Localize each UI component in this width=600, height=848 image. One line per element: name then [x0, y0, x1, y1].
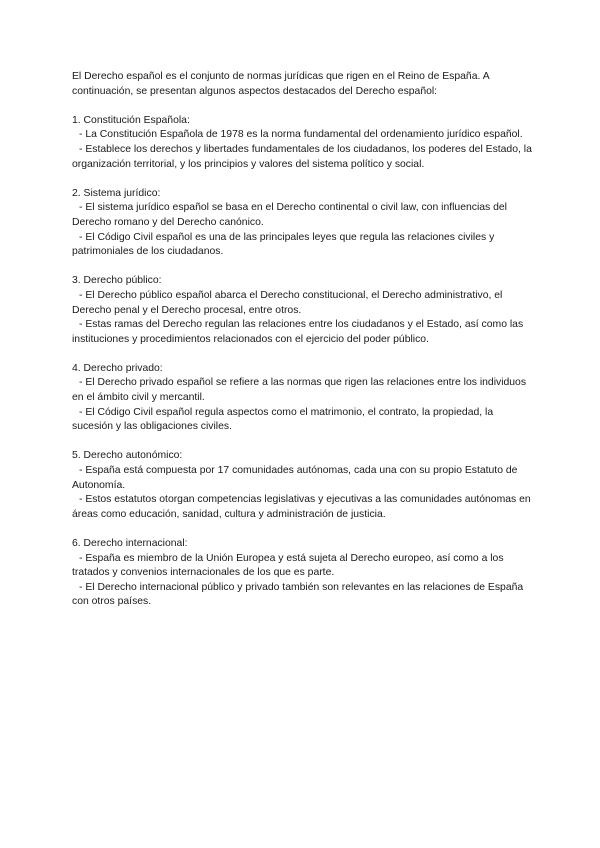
- section-derecho-autonomico: [72, 449, 532, 522]
- section-title: 4. Derecho privado:: [72, 362, 163, 374]
- section-title: 1. Constitución Española:: [72, 114, 190, 126]
- section-derecho-internacional: [72, 537, 532, 610]
- bullet-item: - El Código Civil español es una de las principales leyes que regula las relaciones civiles y patrimoniales de los ciudadanos.: [72, 231, 495, 258]
- section-derecho-privado: [72, 362, 532, 435]
- section-derecho-publico: [72, 274, 532, 347]
- section-sistema-juridico: [72, 187, 532, 260]
- bullet-item: - El sistema jurídico español se basa en el Derecho continental o civil law, con influencias del Derecho romano y del Derecho canónico.: [72, 202, 507, 228]
- bullet-item: - Establece los derechos y libertades fundamentales de los ciudadanos, los poderes del Estado, la organización territorial, y los principios y valores del sistema político y social.: [72, 143, 532, 170]
- bullet-item: - La Constitución Española de 1978 es la norma fundamental del ordenamiento jurídico español.: [79, 129, 523, 141]
- section-title: 5. Derecho autonómico:: [72, 450, 183, 462]
- bullet-item: - El Derecho privado español se refiere a las normas que rigen las relaciones entre los individuos en el ámbito civil y mercantil.: [72, 377, 527, 404]
- bullet-item: - España está compuesta por 17 comunidades autónomas, cada una con su propio Estatuto de Autonomía.: [72, 465, 518, 491]
- bullet-item: - El Código Civil español regula aspectos como el matrimonio, el contrato, la propiedad, la sucesión y las obligaciones civiles.: [72, 406, 494, 433]
- bullet-item: - Estas ramas del Derecho regulan las relaciones entre los ciudadanos y el Estado, así como las instituciones y procedimientos relacionados con el ejercicio del poder público.: [72, 319, 524, 345]
- section-constitucion: [72, 114, 532, 172]
- bullet-item: - El Derecho internacional público y privado también son relevantes en las relaciones de España con otros países.: [72, 581, 524, 608]
- intro-paragraph: El Derecho español es el conjunto de normas jurídicas que rigen en el Reino de España. A continuación, se presentan algunos aspectos destacados del Derecho español:: [72, 71, 490, 97]
- section-title: 2. Sistema jurídico:: [72, 187, 161, 199]
- section-title: 6. Derecho internacional:: [72, 538, 188, 549]
- bullet-item: - El Derecho público español abarca el Derecho constitucional, el Derecho administrativo, el Derecho penal y el Derecho procesal, entre otros.: [72, 289, 503, 316]
- bullet-item: - Estos estatutos otorgan competencias legislativas y ejecutivas a las comunidades autónomas en áreas como educación, sanidad, cultura y administración de justicia.: [72, 494, 531, 520]
- section-title: 3. Derecho público:: [72, 275, 162, 287]
- bullet-item: - España es miembro de la Unión Europea y está sujeta al Derecho europeo, así como a los tratados y convenios internacionales de los que es parte.: [72, 552, 504, 579]
- document-page: [72, 70, 532, 625]
